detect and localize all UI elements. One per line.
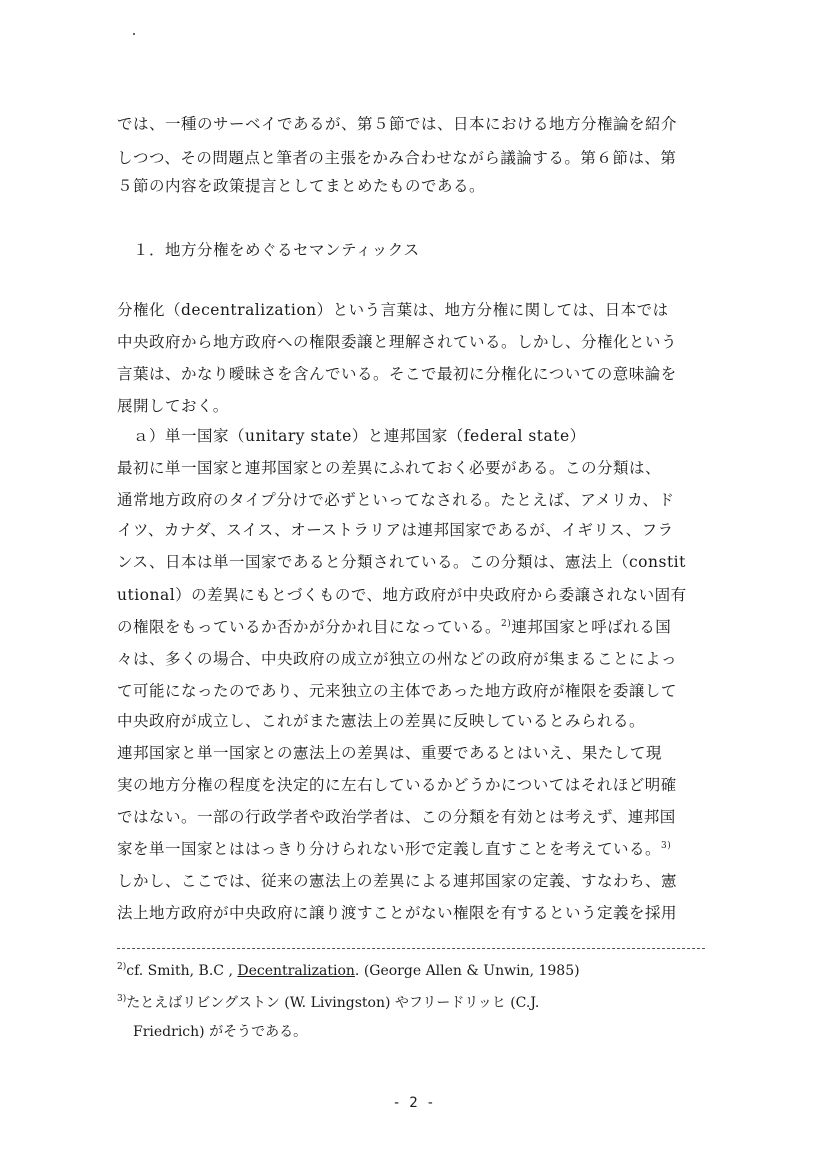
text-line: しつつ、その問題点と筆者の主張をかみ合わせながら議論する。第６節は、第 xyxy=(117,149,677,167)
section-heading: １．地方分権をめぐるセマンティックス xyxy=(133,241,420,259)
scan-speck xyxy=(133,33,135,35)
footnote-3 xyxy=(117,995,539,1010)
text-line: では、一種のサーベイであるが、第５節では、日本における地方分権論を紹介 xyxy=(117,115,678,133)
footnote-text: cf. Smith, B.C , xyxy=(126,963,238,979)
text-line: て可能になったのであり、元来独立の主体であった地方政府が権限を委譲して xyxy=(117,682,677,700)
text-line xyxy=(117,842,671,858)
footnote-mark: 2) xyxy=(117,962,127,972)
text-segment: の権限をもっているか否かが分かれ目になっている。 xyxy=(117,618,502,636)
text-segment: 連邦国家と呼ばれる国 xyxy=(511,618,672,636)
subheading: ａ）単一国家（unitary state）と連邦国家（federal state） xyxy=(133,427,586,445)
text-line: ５節の内容を政策提言としてまとめたものである。 xyxy=(117,177,486,195)
text-line: ではない。一部の行政学者や政治学者は、この分類を有効とは考えず、連邦国 xyxy=(117,808,676,826)
text-line: 実の地方分権の程度を決定的に左右しているかどうかについてはそれほど明確 xyxy=(117,776,677,794)
footnote-mark: 2) xyxy=(501,619,512,629)
text-line: 中央政府が成立し、これがまた憲法上の差異に反映しているとみられる。 xyxy=(117,712,646,730)
footnote-rule xyxy=(117,948,705,949)
text-line xyxy=(117,620,671,636)
footnote-text: . (George Allen & Unwin, 1985) xyxy=(354,963,580,979)
text-line: 分権化（decentralization）という言葉は、地方分権に関しては、日本では xyxy=(117,301,669,319)
footnote-mark: 3) xyxy=(661,841,672,851)
text-segment: 家を単一国家とははっきり分けられない形で定義し直すことを考えている。 xyxy=(117,840,662,858)
footnote-2 xyxy=(117,963,580,978)
text-line: 展開しておく。 xyxy=(117,397,229,415)
text-line: ンス、日本は単一国家であると分類されている。この分類は、憲法上（constit xyxy=(117,553,686,571)
footnote-text: たとえばリビングストン (W. Livingston) やフリードリッヒ (C.J. xyxy=(126,995,540,1011)
text-line: 法上地方政府が中央政府に譲り渡すことがない権限を有するという定義を採用 xyxy=(117,904,678,922)
text-line: 言葉は、かなり曖昧さを含んでいる。そこで最初に分権化についての意味論を xyxy=(117,365,677,383)
text-line: utional）の差異にもとづくもので、地方政府が中央政府から委譲されない固有 xyxy=(117,586,687,604)
text-line: 通常地方政府のタイプ分けで必ずといってなされる。たとえば、アメリカ、ド xyxy=(117,491,675,509)
page-number: - 2 - xyxy=(392,1095,435,1111)
footnote-mark: 3) xyxy=(117,994,127,1004)
text-line: 々は、多くの場合、中央政府の成立が独立の州などの政府が集まることによっ xyxy=(117,650,678,668)
text-line: イツ、カナダ、スイス、オーストラリアは連邦国家であるが、イギリス、フラ xyxy=(117,521,674,539)
footnote-title: Decentralization xyxy=(237,963,355,979)
text-line: 中央政府から地方政府への権限委譲と理解されている。しかし、分権化という xyxy=(117,333,678,351)
footnote-3-continued: Friedrich) がそうである。 xyxy=(133,1024,308,1040)
text-line: 最初に単一国家と連邦国家との差異にふれておく必要がある。この分類は、 xyxy=(117,459,662,477)
text-line: しかし、ここでは、従来の憲法上の差異による連邦国家の定義、すなわち、憲 xyxy=(117,872,678,890)
text-line: 連邦国家と単一国家との憲法上の差異は、重要であるとはいえ、果たして現 xyxy=(117,744,662,762)
